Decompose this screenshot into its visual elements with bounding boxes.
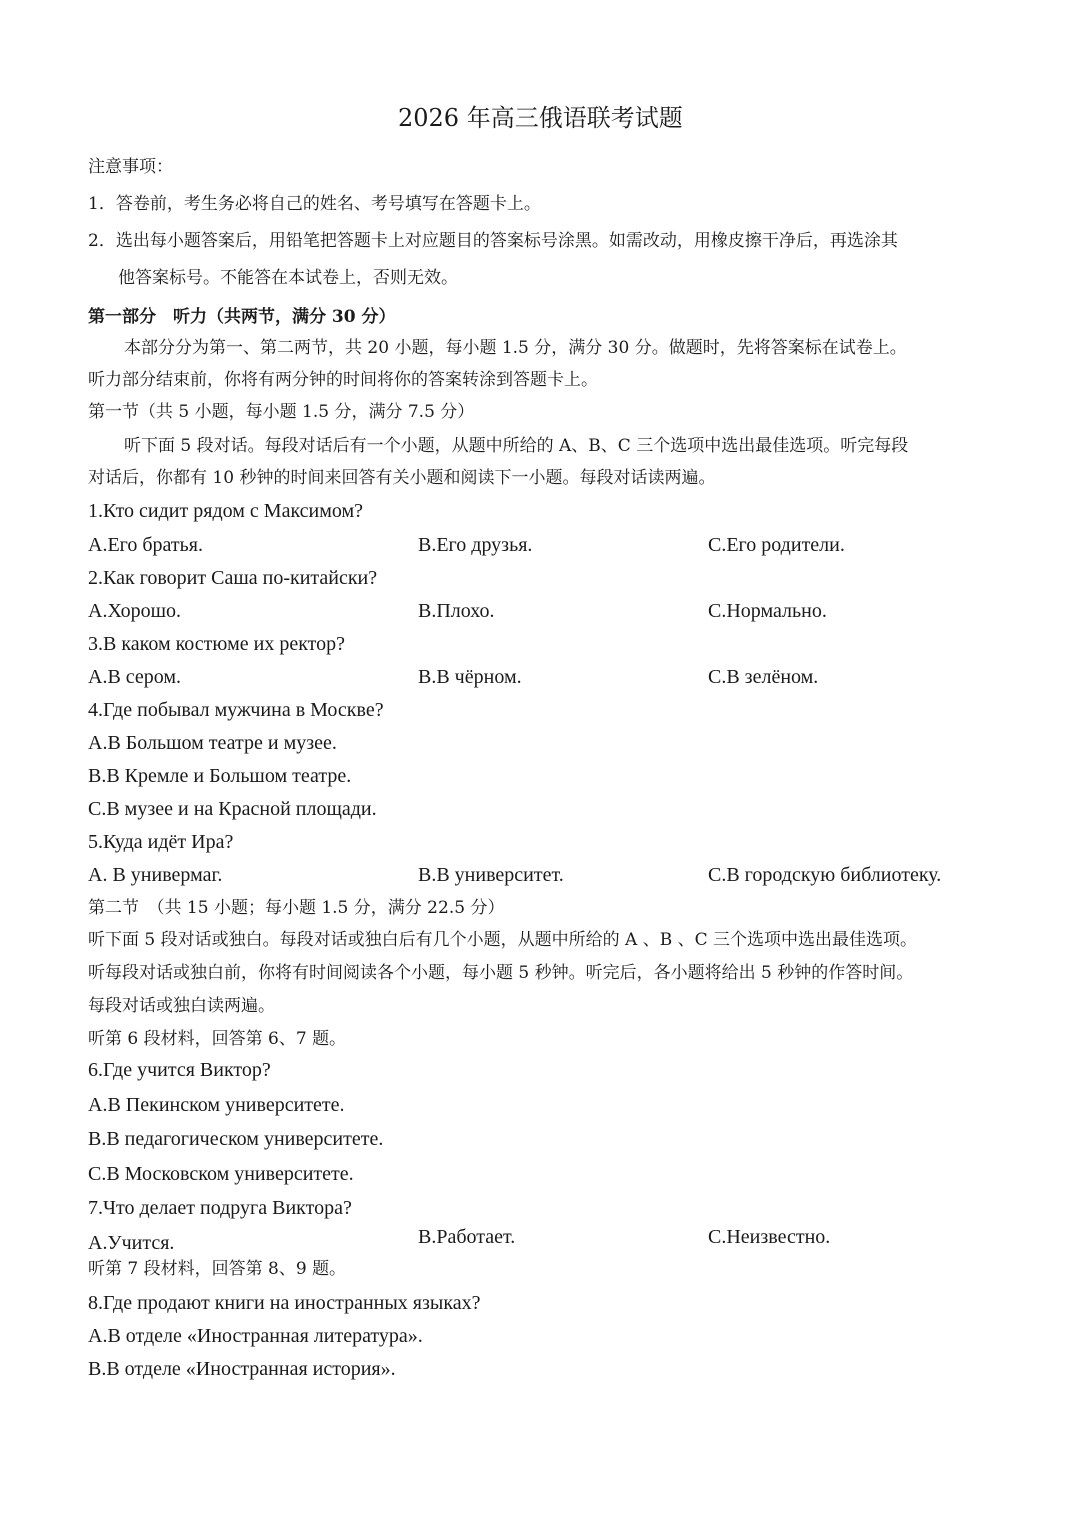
notice-item-2-cont: 他答案标号。不能答在本试卷上，否则无效。 (118, 268, 458, 288)
q4-option-a: A.В Большом театре и музее. (88, 732, 337, 754)
section1-heading: 第一节（共 5 小题，每小题 1.5 分，满分 7.5 分） (88, 402, 475, 422)
q3-option-a: A.В сером. (88, 666, 182, 688)
section2-instructions: 听下面 5 段对话或独白。每段对话或独白后有几个小题，从题中所给的 A 、B 、C 三个选项中选出最佳选项。 (88, 930, 918, 950)
q4-option-c: C.В музее и на Красной площади. (88, 798, 377, 820)
q6-option-b: B.В педагогическом университете. (88, 1128, 384, 1150)
q8-option-a: A.В отделе «Иностранная литература». (88, 1325, 423, 1347)
q5-option-a: A. В универмаг. (88, 864, 223, 886)
q6-option-a: A.В Пекинском университете. (88, 1094, 345, 1116)
q7-option-c: C.Неизвестно. (708, 1226, 831, 1248)
q1-option-c: C.Его родители. (708, 534, 845, 556)
notice-item-2: 2．选出每小题答案后，用铅笔把答题卡上对应题目的答案标号涂黑。如需改动，用橡皮擦干净后，再选涂其 (88, 231, 898, 251)
q3-option-c: C.В зелёном. (708, 666, 819, 688)
part1-intro: 本部分分为第一、第二两节，共 20 小题，每小题 1.5 分，满分 30 分。做题时，先将答案标在试卷上。 (124, 338, 907, 358)
q1-option-a: A.Его братья. (88, 534, 203, 556)
question-2: 2.Как говорит Саша по-китайски? (88, 567, 378, 589)
q2-option-c: C.Нормально. (708, 600, 827, 622)
q2-option-b: B.Плохо. (418, 600, 495, 622)
page-title: 2026 年高三俄语联考试题 (398, 104, 683, 132)
part1-heading: 第一部分 听力（共两节，满分 30 分） (88, 307, 396, 327)
q7-option-b: B.Работает. (418, 1226, 516, 1248)
section2-instructions-end: 每段对话或独白读两遍。 (88, 996, 275, 1016)
section1-instructions-cont: 对话后，你都有 10 秒钟的时间来回答有关小题和阅读下一小题。每段对话读两遍。 (88, 468, 716, 488)
question-3: 3.В каком костюме их ректор? (88, 633, 346, 655)
q5-option-b: B.В университет. (418, 864, 564, 886)
notice-heading: 注意事项： (88, 157, 173, 177)
notice-item-1: 1．答卷前，考生务必将自己的姓名、考号填写在答题卡上。 (88, 194, 541, 214)
question-6: 6.Где учится Виктор? (88, 1059, 271, 1081)
question-5: 5.Куда идёт Ира? (88, 831, 234, 853)
q5-option-c: C.В городскую библиотеку. (708, 864, 942, 886)
part1-intro-cont: 听力部分结束前，你将有两分钟的时间将你的答案转涂到答题卡上。 (88, 370, 598, 390)
q8-option-b: B.В отделе «Иностранная история». (88, 1358, 396, 1380)
q1-option-b: B.Его друзья. (418, 534, 533, 556)
material-6-label: 听第 6 段材料，回答第 6、7 题。 (88, 1029, 347, 1049)
q3-option-b: B.В чёрном. (418, 666, 522, 688)
section2-instructions-cont: 听每段对话或独白前，你将有时间阅读各个小题，每小题 5 秒钟。听完后，各小题将给出 5 秒钟的作答时间。 (88, 963, 914, 983)
section1-instructions: 听下面 5 段对话。每段对话后有一个小题，从题中所给的 A、B、C 三个选项中选出最佳选项。听完每段 (124, 436, 909, 456)
question-4: 4.Где побывал мужчина в Москве? (88, 699, 384, 721)
question-1: 1.Кто сидит рядом с Максимом? (88, 500, 364, 522)
q6-option-c: C.В Московском университете. (88, 1163, 354, 1185)
q2-option-a: A.Хорошо. (88, 600, 182, 622)
material-7-label: 听第 7 段材料，回答第 8、9 题。 (88, 1259, 347, 1279)
question-7: 7.Что делает подруга Виктора? (88, 1197, 352, 1219)
q7-option-a: A.Учится. (88, 1232, 175, 1254)
question-8: 8.Где продают книги на иностранных языках? (88, 1292, 481, 1314)
q4-option-b: B.В Кремле и Большом театре. (88, 765, 352, 787)
section2-heading: 第二节 （共 15 小题；每小题 1.5 分，满分 22.5 分） (88, 898, 505, 918)
